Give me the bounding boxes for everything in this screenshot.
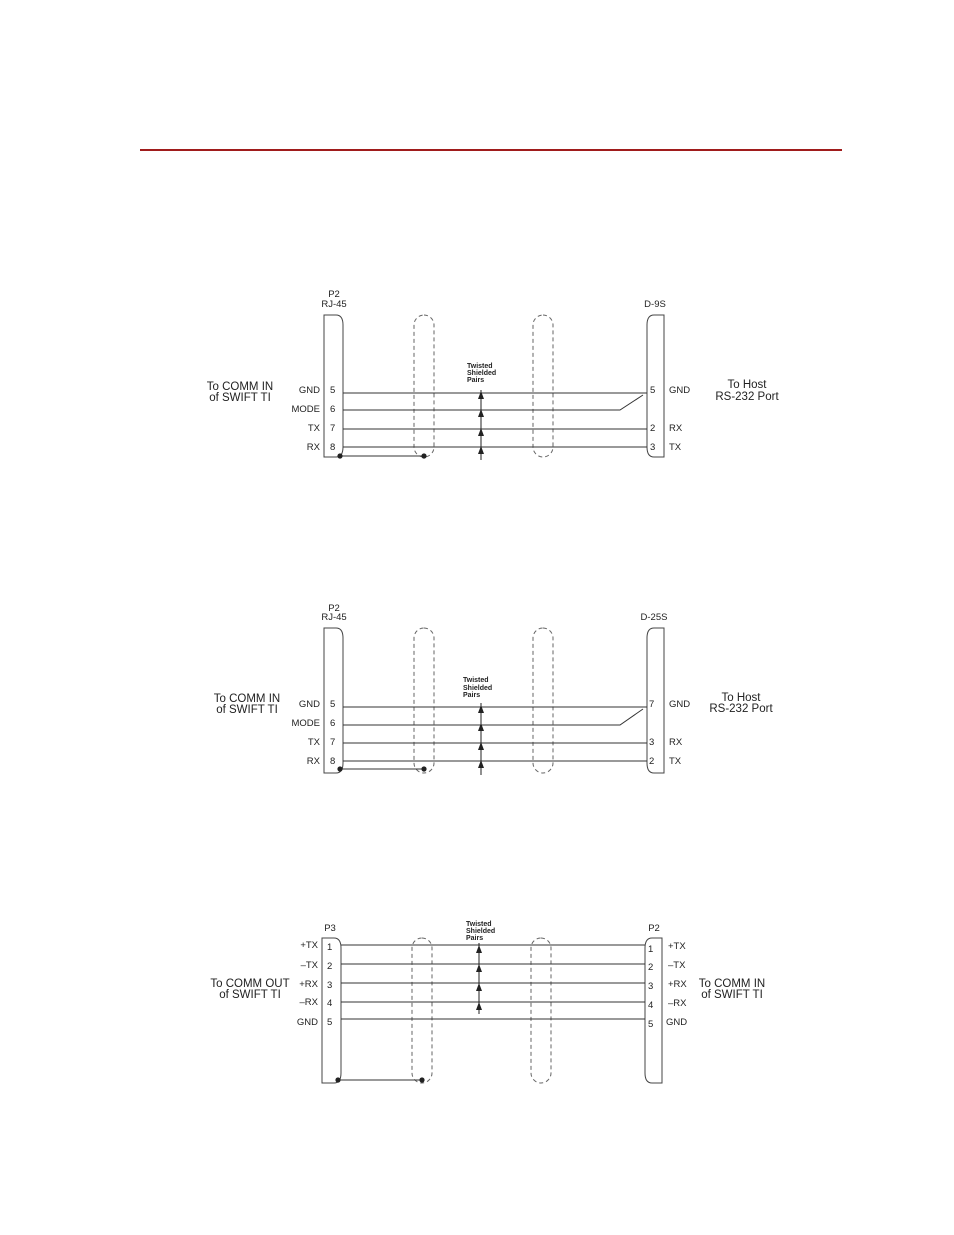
cable-shield-right	[533, 315, 553, 457]
left-pin-7: 7	[330, 423, 336, 434]
left-pin-1: 1	[327, 942, 333, 953]
right-pin-2: 2	[650, 423, 656, 434]
right-signal-gnd: GND	[669, 699, 691, 710]
left-signal-gnd: GND	[298, 385, 320, 396]
right-signal-rx: RX	[669, 737, 683, 748]
right-pin-2: 2	[648, 962, 654, 973]
left-pin-8: 8	[330, 442, 336, 453]
left-pin-3: 3	[327, 980, 333, 991]
right-signal-gnd: GND	[666, 1017, 688, 1028]
cable-shield-left	[414, 628, 434, 773]
left-destination-line1: To COMM IN	[213, 693, 281, 705]
right-pin-3: 3	[650, 442, 656, 453]
left-pin-6: 6	[330, 404, 336, 415]
drain-solder-shield	[421, 766, 426, 771]
twist-arrow-1	[478, 391, 484, 399]
right-pin-5: 5	[648, 1019, 654, 1030]
header-rule	[140, 149, 842, 151]
drain-solder-left	[335, 1077, 340, 1082]
left-signal-tx: TX	[307, 423, 320, 434]
cable-shield-left	[412, 938, 432, 1083]
cable-shield-left	[414, 315, 434, 457]
left-connector-type: RJ-45	[321, 612, 347, 623]
twist-arrow-1	[476, 945, 482, 953]
twist-arrow-1	[478, 705, 484, 713]
left-pin-8: 8	[330, 756, 336, 767]
left-signal-minus-rx: –RX	[299, 997, 318, 1008]
twisted-label-line3: Pairs	[463, 692, 481, 699]
left-signal-plus-rx: +RX	[299, 979, 318, 990]
drain-solder-left	[337, 766, 342, 771]
twist-arrow-2	[476, 964, 482, 972]
right-pin-7: 7	[649, 699, 655, 710]
wire-mode-to-gnd	[343, 395, 643, 410]
left-signal-tx: TX	[307, 737, 320, 748]
wiring-diagram-p3-p2-svg	[0, 910, 954, 1100]
left-pin-4: 4	[327, 998, 333, 1009]
right-destination-line1: To Host	[727, 379, 767, 391]
left-pin-7: 7	[330, 737, 336, 748]
left-connector-type: RJ-45	[321, 299, 347, 310]
right-destination-line2: RS-232 Port	[715, 391, 779, 403]
twisted-label-line2: Shielded	[467, 370, 497, 377]
left-connector-name: P2	[328, 603, 340, 614]
left-pin-5: 5	[327, 1017, 333, 1028]
right-signal-plus-rx: +RX	[668, 979, 687, 990]
twisted-label-line1: Twisted	[467, 363, 493, 370]
wiring-diagram-p3-p2	[0, 910, 954, 1100]
left-signal-mode: MODE	[291, 718, 320, 729]
right-signal-rx: RX	[669, 423, 683, 434]
left-connector-shell	[322, 938, 341, 1083]
right-signal-tx: TX	[669, 442, 682, 453]
twist-arrow-4	[476, 1002, 482, 1010]
twisted-label-line1: Twisted	[466, 921, 492, 928]
left-destination-line2: of SWIFT TI	[216, 704, 278, 716]
right-pin-5: 5	[650, 385, 656, 396]
left-pin-6: 6	[330, 718, 336, 729]
drain-solder-shield	[421, 453, 426, 458]
right-destination-line1: To Host	[721, 692, 761, 704]
right-connector-type: D-9S	[644, 299, 666, 310]
right-connector-type: D-25S	[640, 612, 668, 623]
left-signal-rx: RX	[306, 442, 320, 453]
wiring-diagram-d25	[0, 595, 954, 795]
right-signal-plus-tx: +TX	[668, 941, 686, 952]
left-destination-line1: To COMM IN	[206, 381, 274, 393]
drain-solder-left	[337, 453, 342, 458]
left-signal-minus-tx: –TX	[300, 960, 318, 971]
left-pin-5: 5	[330, 385, 336, 396]
left-signal-rx: RX	[306, 756, 320, 767]
left-destination-line2: of SWIFT TI	[209, 392, 271, 404]
right-pin-1: 1	[648, 944, 654, 955]
left-signal-plus-tx: +TX	[300, 940, 318, 951]
twisted-label-line3: Pairs	[466, 935, 484, 942]
wiring-diagram-d9	[0, 280, 954, 480]
wire-mode-to-gnd	[343, 709, 643, 725]
right-destination-line2: RS-232 Port	[709, 703, 773, 715]
twist-arrow-2	[478, 723, 484, 731]
cable-shield-right	[531, 938, 551, 1083]
twisted-label-line2: Shielded	[463, 685, 493, 692]
right-pin-3: 3	[649, 737, 655, 748]
right-signal-gnd: GND	[669, 385, 691, 396]
drain-solder-shield	[419, 1077, 424, 1082]
right-pin-2: 2	[649, 756, 655, 767]
cable-shield-right	[533, 628, 553, 773]
left-signal-gnd: GND	[296, 1017, 318, 1028]
left-destination-line2: of SWIFT TI	[219, 989, 281, 1001]
left-pin-2: 2	[327, 961, 333, 972]
right-pin-4: 4	[648, 1000, 654, 1011]
wiring-diagram-d25-svg	[0, 595, 954, 795]
left-signal-gnd: GND	[298, 699, 320, 710]
right-signal-minus-tx: –TX	[668, 960, 686, 971]
left-pin-5: 5	[330, 699, 336, 710]
twisted-label-line1: Twisted	[463, 677, 489, 684]
twisted-label-line3: Pairs	[467, 377, 485, 384]
twist-arrow-3	[476, 983, 482, 991]
right-destination-line2: of SWIFT TI	[701, 989, 763, 1001]
left-connector-name: P3	[324, 923, 336, 934]
right-signal-minus-rx: –RX	[668, 998, 687, 1009]
twisted-label-line2: Shielded	[466, 928, 496, 935]
right-connector-name: P2	[648, 923, 660, 934]
right-signal-tx: TX	[669, 756, 682, 767]
left-destination-line1: To COMM OUT	[210, 978, 290, 990]
left-signal-mode: MODE	[291, 404, 320, 415]
left-connector-name: P2	[328, 289, 340, 300]
wiring-diagram-d9-svg	[0, 280, 954, 480]
right-destination-line1: To COMM IN	[698, 978, 766, 990]
right-pin-3: 3	[648, 981, 654, 992]
